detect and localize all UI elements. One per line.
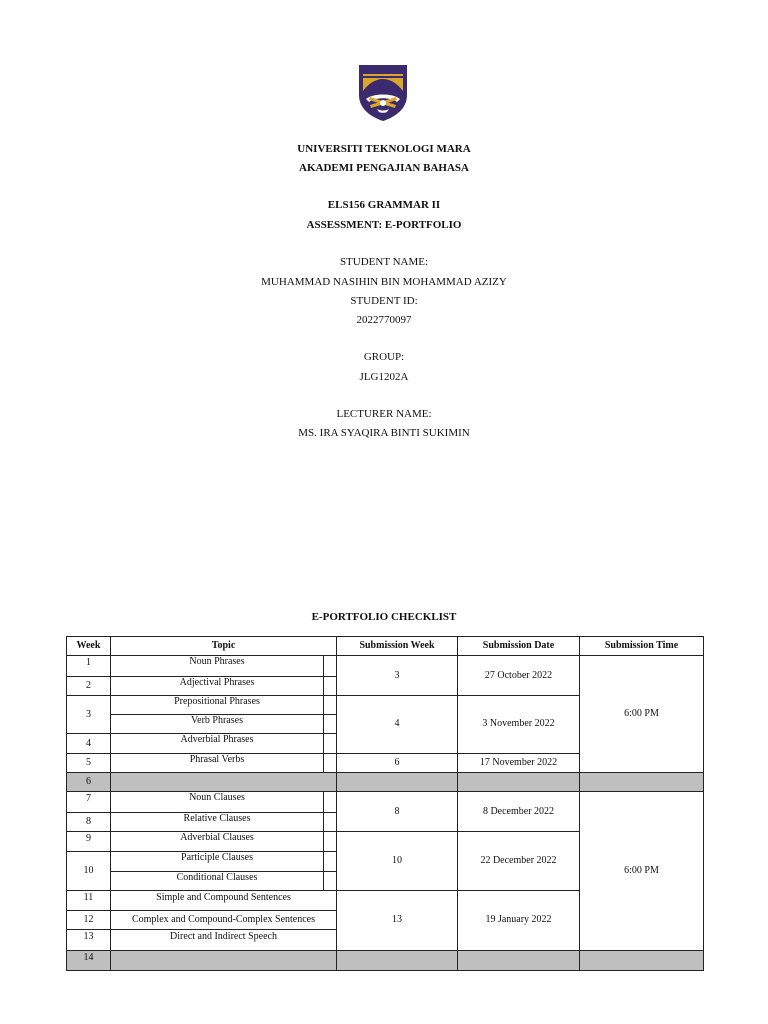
assessment-title: ASSESSMENT: E-PORTFOLIO	[306, 219, 462, 231]
week-cell: 5	[67, 753, 111, 772]
topic-cell	[111, 734, 337, 753]
week-cell: 3	[67, 695, 111, 734]
submission-week-cell: 10	[337, 831, 458, 890]
checklist-title: E-PORTFOLIO CHECKLIST	[311, 611, 457, 623]
submission-week-cell: 4	[337, 695, 458, 753]
week-cell: 1	[67, 656, 111, 676]
table-header-row	[67, 637, 704, 656]
topic-cell: Simple and Compound Sentences	[111, 890, 337, 910]
student-id-label: STUDENT ID:	[350, 295, 418, 307]
submission-date-cell	[458, 950, 580, 970]
topic-cell	[111, 695, 337, 714]
week-cell: 4	[67, 734, 111, 753]
topic-text: Adverbial Clauses	[111, 832, 324, 851]
group-value: JLG1202A	[359, 371, 409, 383]
header-topic: Topic	[111, 637, 337, 656]
week-cell: 13	[67, 930, 111, 950]
topic-text: Adverbial Phrases	[111, 734, 324, 752]
week-cell: 12	[67, 911, 111, 930]
submission-date-cell	[458, 773, 580, 792]
week-cell: 2	[67, 676, 111, 695]
topic-text: Relative Clauses	[111, 813, 324, 831]
lecturer-label: LECTURER NAME:	[336, 408, 432, 420]
topic-cell: Direct and Indirect Speech	[111, 930, 337, 950]
submission-week-cell	[337, 950, 458, 970]
submission-time-cell: 6:00 PM	[580, 656, 704, 773]
week-cell: 8	[67, 812, 111, 831]
submission-date-cell: 17 November 2022	[458, 753, 580, 772]
academy-name: AKADEMI PENGAJIAN BAHASA	[299, 162, 469, 174]
submission-time-cell	[580, 773, 704, 792]
topic-text: Noun Clauses	[111, 792, 324, 811]
week-cell: 11	[67, 890, 111, 910]
topic-text: Prepositional Phrases	[111, 696, 324, 714]
table-row-break	[67, 950, 704, 970]
topic-text: Noun Phrases	[111, 656, 324, 675]
course-title: ELS156 GRAMMAR II	[327, 199, 441, 211]
table-row-break	[67, 773, 704, 792]
topic-cell	[111, 950, 337, 970]
submission-week-cell: 13	[337, 890, 458, 950]
header-submission-week: Submission Week	[337, 637, 458, 656]
week-cell: 6	[67, 773, 111, 792]
student-name: MUHAMMAD NASIHIN BIN MOHAMMAD AZIZY	[261, 276, 507, 288]
header-submission-date: Submission Date	[458, 637, 580, 656]
group-label: GROUP:	[363, 351, 405, 363]
table-row	[67, 792, 704, 812]
topic-text: Participle Clauses	[111, 852, 324, 870]
header-week: Week	[67, 637, 111, 656]
student-name-label: STUDENT NAME:	[339, 256, 429, 268]
header-submission-time: Submission Time	[580, 637, 704, 656]
submission-date-cell: 8 December 2022	[458, 792, 580, 832]
submission-week-cell: 3	[337, 656, 458, 696]
submission-date-cell: 27 October 2022	[458, 656, 580, 696]
topic-cell	[111, 773, 337, 792]
student-id: 2022770097	[356, 314, 412, 326]
topic-cell	[111, 792, 337, 812]
topic-cell	[111, 852, 337, 871]
table-row	[67, 656, 704, 676]
submission-time-cell: 6:00 PM	[580, 792, 704, 950]
topic-text: Conditional Clauses	[111, 872, 324, 890]
submission-week-cell: 8	[337, 792, 458, 832]
submission-week-cell: 6	[337, 753, 458, 772]
week-cell: 7	[67, 792, 111, 812]
submission-date-cell: 22 December 2022	[458, 831, 580, 890]
uitm-crest-icon	[357, 63, 409, 123]
week-cell: 14	[67, 950, 111, 970]
topic-cell	[111, 656, 337, 676]
topic-cell	[111, 871, 337, 890]
lecturer-name: MS. IRA SYAQIRA BINTI SUKIMIN	[298, 427, 470, 439]
topic-cell: Complex and Compound-Complex Sentences	[111, 911, 337, 930]
submission-week-cell	[337, 773, 458, 792]
university-name: UNIVERSITI TEKNOLOGI MARA	[297, 143, 471, 155]
submission-date-cell: 3 November 2022	[458, 695, 580, 753]
submission-time-cell	[580, 950, 704, 970]
topic-cell	[111, 676, 337, 695]
topic-cell	[111, 753, 337, 772]
topic-text: Verb Phrases	[111, 715, 324, 733]
week-cell: 9	[67, 831, 111, 851]
topic-text: Phrasal Verbs	[111, 754, 324, 772]
topic-cell	[111, 831, 337, 851]
submission-date-cell: 19 January 2022	[458, 890, 580, 950]
topic-text: Adjectival Phrases	[111, 677, 324, 695]
topic-cell	[111, 812, 337, 831]
topic-cell	[111, 715, 337, 734]
checklist-table	[66, 636, 704, 971]
week-cell: 10	[67, 852, 111, 891]
